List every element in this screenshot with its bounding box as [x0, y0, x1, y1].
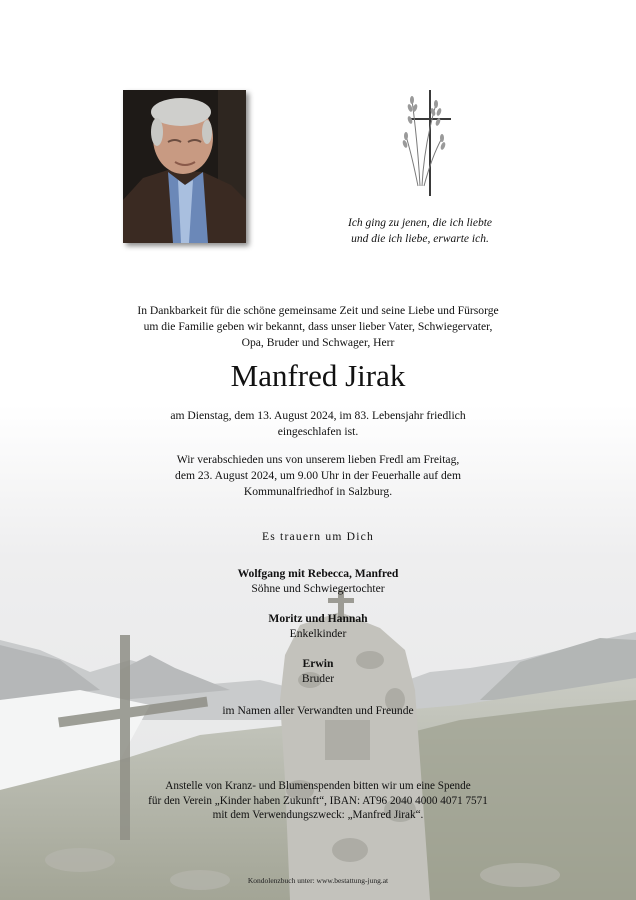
- mourner-relation: Enkelkinder: [289, 627, 347, 640]
- death-line-1: am Dienstag, dem 13. August 2024, im 83. Lebensjahr friedlich: [170, 409, 466, 422]
- donation-line-2: für den Verein „Kinder haben Zukunft“, IBAN: AT96 2040 4000 4071 7571: [148, 794, 488, 807]
- mourner-name: Moritz und Hannah: [268, 612, 368, 625]
- death-line-2: eingeschlafen ist.: [277, 425, 359, 438]
- relatives-line: im Namen aller Verwandten und Freunde: [222, 704, 414, 717]
- intro-line-1: In Dankbarkeit für die schöne gemeinsame Zeit und seine Liebe und Fürsorge: [137, 304, 499, 317]
- quote-line-1: Ich ging zu jenen, die ich liebte: [347, 217, 493, 229]
- funeral-line-2: dem 23. August 2024, um 9.00 Uhr in der Feuerhalle auf dem: [175, 469, 461, 482]
- intro-text: [110, 303, 526, 351]
- death-notice: [140, 408, 496, 440]
- donation-notice: [110, 779, 526, 823]
- mourner-relation: Bruder: [301, 672, 335, 685]
- funeral-line-3: Kommunalfriedhof in Salzburg.: [243, 485, 393, 498]
- intro-line-2: um die Familie geben wir bekannt, dass unser lieber Vater, Schwiegervater,: [143, 320, 493, 333]
- mourner-name: Erwin: [302, 657, 334, 670]
- mourner-entry: [150, 611, 486, 641]
- mourner-entry: [150, 566, 486, 596]
- condolence-link[interactable]: Kondolenzbuch unter: www.bestattung-jung.at: [247, 876, 389, 885]
- intro-line-3: Opa, Bruder und Schwager, Herr: [241, 336, 395, 349]
- mourner-name: Wolfgang mit Rebecca, Manfred: [237, 567, 399, 580]
- donation-line-3: mit dem Verwendungszweck: „Manfred Jirak“.: [212, 809, 424, 821]
- cross-with-wheat-icon: [398, 86, 458, 198]
- funeral-notice: [140, 452, 496, 500]
- funeral-line-1: Wir verabschieden uns von unserem lieben Fredl am Freitag,: [176, 453, 460, 466]
- deceased-name: Manfred Jirak: [230, 358, 406, 393]
- mourning-heading: Es trauern um Dich: [261, 530, 375, 543]
- portrait-photo: [123, 90, 246, 243]
- mourner-entry: [150, 656, 486, 686]
- donation-line-1: Anstelle von Kranz- und Blumenspenden bitten wir um eine Spende: [165, 780, 471, 792]
- quote: [330, 215, 510, 247]
- mourner-relation: Söhne und Schwiegertochter: [251, 582, 385, 595]
- quote-line-2: und die ich liebe, erwarte ich.: [351, 233, 489, 245]
